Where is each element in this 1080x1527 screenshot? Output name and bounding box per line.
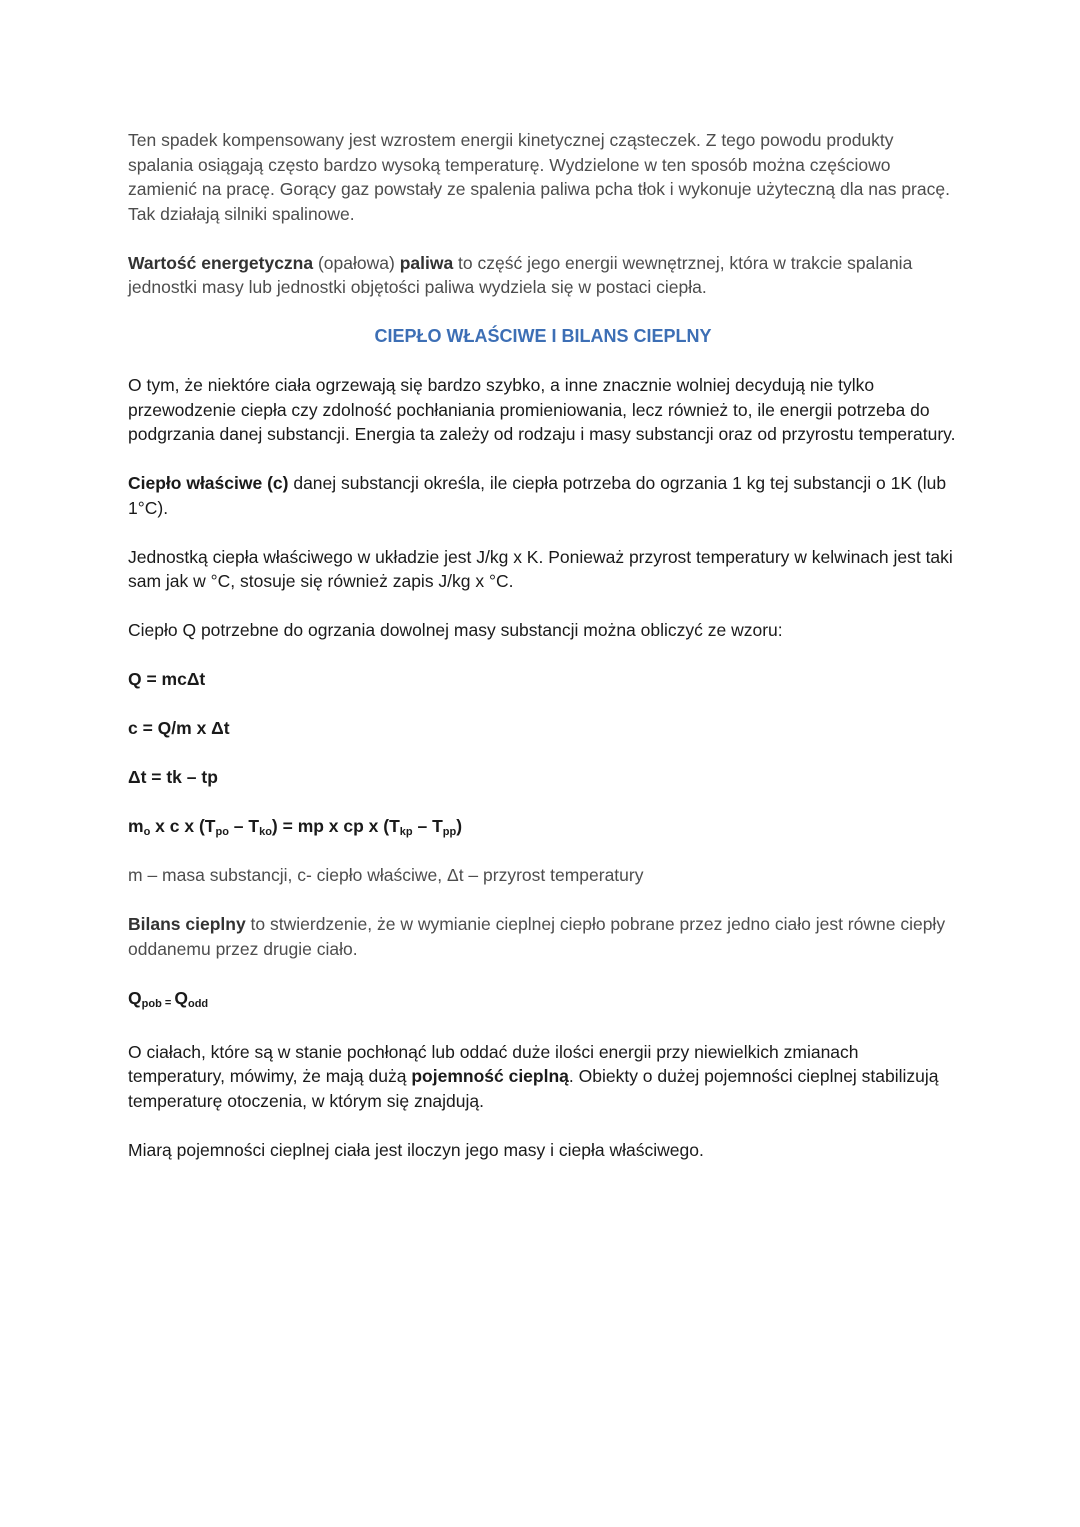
formula-specific-heat: c = Q/m x Δt — [128, 718, 230, 738]
formula-part: Q — [128, 987, 142, 1008]
formula-subscript: po — [215, 826, 229, 838]
formula-subscript: pp — [442, 826, 457, 838]
formula-subscript: kp — [399, 826, 413, 838]
paragraph-unit: Jednostką ciepła właściwego w układzie jest J/kg x K. Ponieważ przyrost temperatury w kelwinach jest taki sam jak w °C, stosuje się również zapis J/kg x °C. — [128, 546, 953, 591]
text-fragment: to część jego energii wewnętrznej, która w trakcie spalania jednostki masy lub jednostki objętości paliwa wydziela się w postaci ciepła. — [128, 252, 913, 297]
paragraph-formula-intro: Ciepło Q potrzebne do ogrzania dowolnej masy substancji można obliczyć ze wzoru: — [128, 620, 783, 640]
paragraph-combustion: Ten spadek kompensowany jest wzrostem energii kinetycznej cząsteczek. Z tego powodu produkty spalania osiągają często bardzo wysoką temperaturę. Wydzielone w ten sposób można częściowo zamienić na pracę. Gorący gaz powstały ze spalenia paliwa pcha tłok i wykonuje użyteczną dla nas pracę. Tak działają silniki spalinowe. — [128, 130, 950, 224]
term-fuel: paliwa — [399, 252, 454, 273]
formula-subscript: o — [143, 826, 151, 838]
paragraph-heat-capacity — [128, 1040, 958, 1114]
formula-part: x c x (T — [150, 816, 216, 836]
formula-part: – T — [228, 816, 260, 836]
paragraph-heating-intro: O tym, że niektóre ciała ogrzewają się bardzo szybko, a inne znacznie wolniej decydują nie tylko przewodzenie ciepła czy zdolność pochłaniania promieniowania, lecz również to, ile energii potrzeba do podgrzania danej substancji. Energia ta zależy od rodzaju i masy substancji oraz od przyrostu temperatury. — [128, 375, 956, 444]
formula-equals: = — [161, 996, 175, 1009]
text-fragment: . Obiekty o dużej pojemności cieplnej stabilizują temperaturę otoczenia, w którym się znajdują. — [128, 1066, 939, 1111]
section-title: CIEPŁO WŁAŚCIWE I BILANS CIEPLNY — [374, 326, 712, 346]
formula-part: ) — [456, 816, 463, 836]
formula-subscript: odd — [187, 997, 209, 1010]
text-fragment: (opałowa) — [313, 252, 400, 273]
formula-part: m — [128, 816, 144, 836]
paragraph-energy-value — [128, 251, 958, 300]
term-energy-value: Wartość energetyczna — [128, 252, 314, 273]
formula-part: – T — [412, 816, 443, 836]
formula-heat-balance-full — [128, 814, 958, 839]
formula-part: Q — [174, 987, 188, 1008]
formula-q-balance — [128, 986, 958, 1016]
formula-delta-t: Δt = tk – tp — [128, 767, 218, 787]
paragraph-heat-balance — [128, 912, 958, 961]
formula-part: ) = mp x cp x (T — [271, 816, 400, 836]
paragraph-specific-heat — [128, 471, 958, 520]
term-heat-capacity: pojemność cieplną — [411, 1066, 569, 1086]
formula-subscript: ko — [259, 826, 272, 838]
document-page — [128, 128, 958, 1162]
formula-legend: m – masa substancji, c- ciepło właściwe, Δt – przyrost temperatury — [128, 865, 644, 885]
formula-subscript: pob — [141, 997, 162, 1010]
formula-heat: Q = mcΔt — [128, 669, 206, 689]
paragraph-heat-capacity-measure: Miarą pojemności cieplnej ciała jest iloczyn jego masy i ciepła właściwego. — [128, 1139, 704, 1160]
text-fragment: danej substancji określa, ile ciepła potrzeba do ogrzania 1 kg tej substancji o 1K (lub 1°C). — [128, 473, 947, 518]
term-heat-balance: Bilans cieplny — [128, 914, 246, 934]
text-fragment: to stwierdzenie, że w wymianie cieplnej ciepło pobrane przez jedno ciało jest równe ciepły oddanemu przez drugie ciało. — [128, 914, 946, 959]
text-fragment: O ciałach, które są w stanie pochłonąć lub oddać duże ilości energii przy niewielkich zmianach temperatury, mówimy, że mają dużą — [128, 1041, 859, 1086]
term-specific-heat: Ciepło właściwe (c) — [128, 473, 289, 493]
